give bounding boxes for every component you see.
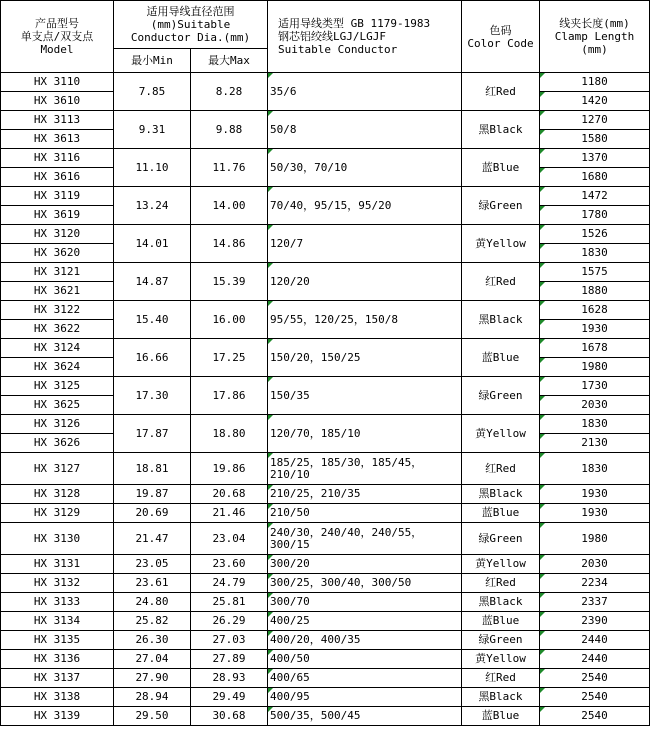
table-row [1, 111, 650, 130]
conductor-cell: 120/7 [268, 225, 462, 263]
model-cell: HX 3136 [1, 650, 114, 669]
model-cell: HX 3626 [1, 434, 114, 453]
table-row [1, 301, 650, 320]
header-min: 最小Min [114, 49, 191, 73]
clamp-length-cell: 1830 [540, 453, 650, 485]
color-code-cell: 蓝Blue [462, 612, 540, 631]
table-row [1, 631, 650, 650]
max-dia-cell: 11.76 [191, 149, 268, 187]
model-cell: HX 3131 [1, 555, 114, 574]
header-length-label: 线夹长度(mm) Clamp Length (mm) [554, 17, 635, 56]
max-dia-cell: 24.79 [191, 574, 268, 593]
clamp-length-cell: 1420 [540, 92, 650, 111]
table-row [1, 593, 650, 612]
model-cell: HX 3121 [1, 263, 114, 282]
model-cell: HX 3127 [1, 453, 114, 485]
conductor-cell: 50/8 [268, 111, 462, 149]
table-row [1, 149, 650, 168]
header-dia [114, 1, 268, 49]
model-cell: HX 3613 [1, 130, 114, 149]
clamp-length-cell: 1628 [540, 301, 650, 320]
color-code-cell: 蓝Blue [462, 504, 540, 523]
clamp-length-cell: 2540 [540, 688, 650, 707]
clamp-length-cell: 1880 [540, 282, 650, 301]
color-code-cell: 绿Green [462, 631, 540, 650]
conductor-cell: 95/55，120/25，150/8 [268, 301, 462, 339]
header-type-label: 适用导线类型 GB 1179-1983 钢芯铝绞线LGJ/LGJF Suitable Conductor [278, 17, 431, 56]
clamp-length-cell: 1980 [540, 523, 650, 555]
min-dia-cell: 9.31 [114, 111, 191, 149]
model-cell: HX 3113 [1, 111, 114, 130]
min-dia-cell: 18.81 [114, 453, 191, 485]
min-dia-cell: 21.47 [114, 523, 191, 555]
clamp-length-cell: 2030 [540, 396, 650, 415]
model-cell: HX 3625 [1, 396, 114, 415]
table-row [1, 339, 650, 358]
max-dia-cell: 19.86 [191, 453, 268, 485]
header-color-label: 色码 Color Code [467, 23, 534, 50]
conductor-cell: 400/50 [268, 650, 462, 669]
clamp-length-cell: 1526 [540, 225, 650, 244]
min-dia-cell: 19.87 [114, 485, 191, 504]
conductor-cell: 400/95 [268, 688, 462, 707]
conductor-cell: 35/6 [268, 73, 462, 111]
min-dia-cell: 15.40 [114, 301, 191, 339]
max-dia-cell: 18.80 [191, 415, 268, 453]
max-dia-cell: 25.81 [191, 593, 268, 612]
max-dia-cell: 20.68 [191, 485, 268, 504]
table-row [1, 225, 650, 244]
model-cell: HX 3622 [1, 320, 114, 339]
max-dia-cell: 17.86 [191, 377, 268, 415]
conductor-cell: 300/70 [268, 593, 462, 612]
clamp-length-cell: 2030 [540, 555, 650, 574]
clamp-length-cell: 1930 [540, 320, 650, 339]
table-row [1, 415, 650, 434]
color-code-cell: 蓝Blue [462, 339, 540, 377]
table-row [1, 574, 650, 593]
min-dia-cell: 23.61 [114, 574, 191, 593]
conductor-cell: 185/25，185/30，185/45，210/10 [268, 453, 462, 485]
table-row [1, 688, 650, 707]
color-code-cell: 绿Green [462, 523, 540, 555]
table-row [1, 523, 650, 555]
header-color [462, 1, 540, 73]
clamp-length-cell: 1180 [540, 73, 650, 92]
min-dia-cell: 24.80 [114, 593, 191, 612]
color-code-cell: 黑Black [462, 301, 540, 339]
conductor-cell: 70/40，95/15，95/20 [268, 187, 462, 225]
min-dia-cell: 27.04 [114, 650, 191, 669]
min-dia-cell: 26.30 [114, 631, 191, 650]
model-cell: HX 3135 [1, 631, 114, 650]
model-cell: HX 3119 [1, 187, 114, 206]
max-dia-cell: 23.60 [191, 555, 268, 574]
model-cell: HX 3130 [1, 523, 114, 555]
conductor-cell: 300/20 [268, 555, 462, 574]
clamp-length-cell: 2337 [540, 593, 650, 612]
table-row [1, 73, 650, 92]
max-dia-cell: 15.39 [191, 263, 268, 301]
table-row [1, 263, 650, 282]
conductor-cell: 400/25 [268, 612, 462, 631]
header-model-label: 产品型号 单支点/双支点 Model [20, 17, 94, 56]
model-cell: HX 3624 [1, 358, 114, 377]
max-dia-cell: 27.89 [191, 650, 268, 669]
table-row [1, 485, 650, 504]
color-code-cell: 红Red [462, 574, 540, 593]
clamp-length-cell: 1472 [540, 187, 650, 206]
min-dia-cell: 17.87 [114, 415, 191, 453]
min-dia-cell: 17.30 [114, 377, 191, 415]
conductor-cell: 400/20，400/35 [268, 631, 462, 650]
table-row [1, 504, 650, 523]
min-dia-cell: 7.85 [114, 73, 191, 111]
clamp-length-cell: 2440 [540, 650, 650, 669]
table-row [1, 707, 650, 726]
clamp-length-cell: 1930 [540, 485, 650, 504]
max-dia-cell: 26.29 [191, 612, 268, 631]
clamp-length-cell: 1730 [540, 377, 650, 396]
color-code-cell: 蓝Blue [462, 707, 540, 726]
model-cell: HX 3616 [1, 168, 114, 187]
conductor-cell: 400/65 [268, 669, 462, 688]
clamp-length-cell: 1678 [540, 339, 650, 358]
clamp-length-cell: 2234 [540, 574, 650, 593]
model-cell: HX 3120 [1, 225, 114, 244]
clamp-length-cell: 1680 [540, 168, 650, 187]
clamp-length-cell: 2390 [540, 612, 650, 631]
color-code-cell: 红Red [462, 453, 540, 485]
model-cell: HX 3110 [1, 73, 114, 92]
header-model [1, 1, 114, 73]
color-code-cell: 黑Black [462, 485, 540, 504]
min-dia-cell: 29.50 [114, 707, 191, 726]
clamp-length-cell: 1580 [540, 130, 650, 149]
max-dia-cell: 29.49 [191, 688, 268, 707]
max-dia-cell: 14.00 [191, 187, 268, 225]
min-dia-cell: 11.10 [114, 149, 191, 187]
clamp-length-cell: 1980 [540, 358, 650, 377]
model-cell: HX 3128 [1, 485, 114, 504]
min-dia-cell: 25.82 [114, 612, 191, 631]
table-row [1, 377, 650, 396]
model-cell: HX 3125 [1, 377, 114, 396]
model-cell: HX 3619 [1, 206, 114, 225]
min-dia-cell: 28.94 [114, 688, 191, 707]
conductor-cell: 240/30，240/40，240/55，300/15 [268, 523, 462, 555]
conductor-cell: 300/25，300/40，300/50 [268, 574, 462, 593]
model-cell: HX 3122 [1, 301, 114, 320]
clamp-length-cell: 1830 [540, 415, 650, 434]
max-dia-cell: 27.03 [191, 631, 268, 650]
min-dia-cell: 23.05 [114, 555, 191, 574]
header-max: 最大Max [191, 49, 268, 73]
table-row [1, 650, 650, 669]
model-cell: HX 3620 [1, 244, 114, 263]
color-code-cell: 黄Yellow [462, 225, 540, 263]
min-dia-cell: 20.69 [114, 504, 191, 523]
model-cell: HX 3138 [1, 688, 114, 707]
model-cell: HX 3137 [1, 669, 114, 688]
color-code-cell: 黄Yellow [462, 555, 540, 574]
model-cell: HX 3139 [1, 707, 114, 726]
conductor-cell: 150/20，150/25 [268, 339, 462, 377]
color-code-cell: 黄Yellow [462, 415, 540, 453]
clamp-length-cell: 2540 [540, 669, 650, 688]
color-code-cell: 蓝Blue [462, 149, 540, 187]
model-cell: HX 3621 [1, 282, 114, 301]
min-dia-cell: 27.90 [114, 669, 191, 688]
model-cell: HX 3610 [1, 92, 114, 111]
clamp-length-cell: 2540 [540, 707, 650, 726]
clamp-length-cell: 1780 [540, 206, 650, 225]
min-dia-cell: 13.24 [114, 187, 191, 225]
color-code-cell: 黑Black [462, 111, 540, 149]
table-row [1, 187, 650, 206]
conductor-cell: 500/35，500/45 [268, 707, 462, 726]
model-cell: HX 3132 [1, 574, 114, 593]
max-dia-cell: 23.04 [191, 523, 268, 555]
clamp-length-cell: 1930 [540, 504, 650, 523]
conductor-cell: 50/30，70/10 [268, 149, 462, 187]
max-dia-cell: 14.86 [191, 225, 268, 263]
max-dia-cell: 17.25 [191, 339, 268, 377]
clamp-length-cell: 1575 [540, 263, 650, 282]
model-cell: HX 3124 [1, 339, 114, 358]
table-row [1, 555, 650, 574]
conductor-cell: 210/25，210/35 [268, 485, 462, 504]
model-cell: HX 3134 [1, 612, 114, 631]
min-dia-cell: 16.66 [114, 339, 191, 377]
max-dia-cell: 16.00 [191, 301, 268, 339]
color-code-cell: 绿Green [462, 187, 540, 225]
table-row [1, 453, 650, 485]
max-dia-cell: 30.68 [191, 707, 268, 726]
color-code-cell: 绿Green [462, 377, 540, 415]
color-code-cell: 黑Black [462, 593, 540, 612]
header-type [268, 1, 462, 73]
clamp-length-cell: 2440 [540, 631, 650, 650]
color-code-cell: 红Red [462, 669, 540, 688]
color-code-cell: 黑Black [462, 688, 540, 707]
conductor-cell: 120/20 [268, 263, 462, 301]
table-row [1, 612, 650, 631]
max-dia-cell: 9.88 [191, 111, 268, 149]
max-dia-cell: 28.93 [191, 669, 268, 688]
conductor-cell: 150/35 [268, 377, 462, 415]
conductor-cell: 120/70，185/10 [268, 415, 462, 453]
color-code-cell: 红Red [462, 263, 540, 301]
max-dia-cell: 8.28 [191, 73, 268, 111]
table-row [1, 669, 650, 688]
min-dia-cell: 14.01 [114, 225, 191, 263]
clamp-length-cell: 1270 [540, 111, 650, 130]
model-cell: HX 3126 [1, 415, 114, 434]
model-cell: HX 3116 [1, 149, 114, 168]
min-dia-cell: 14.87 [114, 263, 191, 301]
clamp-length-cell: 2130 [540, 434, 650, 453]
color-code-cell: 红Red [462, 73, 540, 111]
model-cell: HX 3133 [1, 593, 114, 612]
header-dia-label: 适用导线直径范围 (mm)Suitable Conductor Dia.(mm) [130, 5, 251, 44]
header-length [540, 1, 650, 73]
model-cell: HX 3129 [1, 504, 114, 523]
clamp-length-cell: 1370 [540, 149, 650, 168]
max-dia-cell: 21.46 [191, 504, 268, 523]
color-code-cell: 黄Yellow [462, 650, 540, 669]
conductor-cell: 210/50 [268, 504, 462, 523]
clamp-length-cell: 1830 [540, 244, 650, 263]
